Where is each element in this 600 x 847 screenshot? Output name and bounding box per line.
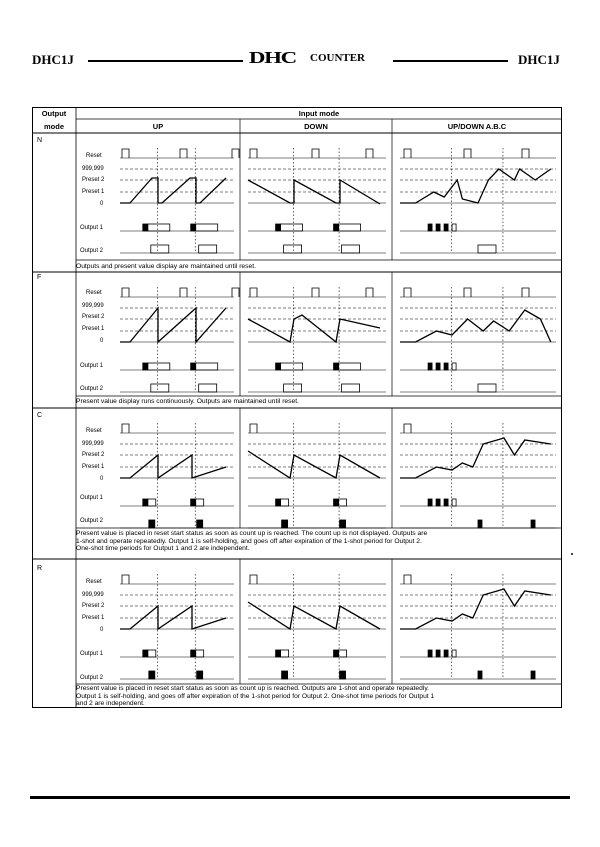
r-c2-out1-pulse-0 <box>428 650 432 657</box>
f-c0-out1-fill-0 <box>143 363 148 370</box>
r-c2-out1-pulse-1 <box>436 650 440 657</box>
c-label-max: 999,999 <box>82 441 104 447</box>
n-c0-out1-box-0 <box>148 224 170 231</box>
c-c2-out2-a <box>478 520 482 528</box>
mode-f-label: F <box>37 274 42 281</box>
n-c1-out1-fill-1 <box>334 224 339 231</box>
table-grid <box>32 107 562 708</box>
n-label-preset2: Preset 2 <box>82 177 105 183</box>
col-output-mode-line1: Output <box>41 109 67 118</box>
f-label-preset1: Preset 1 <box>82 326 105 332</box>
f-c0-waveform <box>120 308 226 342</box>
n-c1-reset-pulse-0 <box>250 149 257 158</box>
column-updown: UP/DOWN A.B.C <box>447 122 507 131</box>
n-c1-out1-fill-0 <box>276 224 281 231</box>
f-label-preset2: Preset 2 <box>82 314 105 320</box>
c-c0-out1-fill-0 <box>143 499 148 506</box>
c-c1-reset-pulse-0 <box>250 424 257 433</box>
c-label-output2: Output 2 <box>80 518 104 524</box>
n-c1-reset-pulse-2 <box>366 149 373 158</box>
n-c2-out1-pulse-1 <box>436 224 440 231</box>
c-c2-out1-pulse-1 <box>436 499 440 506</box>
r-note <box>76 685 591 708</box>
r-c1-reset-pulse-0 <box>250 575 257 584</box>
c-c0-out2-fill-0 <box>149 520 155 528</box>
f-label-zero: 0 <box>100 338 104 344</box>
f-c1-out2-box-1 <box>342 384 360 392</box>
n-c0-reset-pulse-0 <box>122 149 129 158</box>
f-c2-out1-pulse-1 <box>436 363 440 370</box>
c-c1-out1-box-0 <box>281 499 289 506</box>
f-c0-out1-box-0 <box>148 363 170 370</box>
n-label-output1: Output 1 <box>80 225 104 231</box>
r-label-preset1: Preset 1 <box>82 615 105 621</box>
f-c2-out2-box <box>478 384 496 392</box>
r-c0-out1-box-1 <box>196 650 204 657</box>
c-c1-out1-box-1 <box>339 499 347 506</box>
f-c1-out1-box-1 <box>339 363 361 370</box>
column-down: DOWN <box>304 122 328 131</box>
n-c0-out1-fill-0 <box>143 224 148 231</box>
c-c0-out2-fill-1 <box>197 520 203 528</box>
r-c0-out1-fill-1 <box>191 650 196 657</box>
c-c0-out1-fill-1 <box>191 499 196 506</box>
r-c0-waveform <box>120 606 226 629</box>
r-label-reset: Reset <box>86 579 102 585</box>
f-c1-reset-pulse-2 <box>366 288 373 297</box>
r-c2-out2-b <box>531 671 535 679</box>
c-c2-out2-b <box>531 520 535 528</box>
n-c1-out1-box-0 <box>281 224 303 231</box>
header-model-right: DHC1J <box>518 52 560 67</box>
r-c1-out1-box-1 <box>339 650 347 657</box>
f-c1-out1-fill-0 <box>276 363 281 370</box>
r-label-output2: Output 2 <box>80 675 104 681</box>
n-c0-out2-box-1 <box>199 245 217 253</box>
r-c2-out1-pulse-2 <box>444 650 448 657</box>
n-c2-out1-end <box>452 224 456 231</box>
column-up: UP <box>152 122 164 131</box>
f-label-output1: Output 1 <box>80 363 104 369</box>
f-c0-out2-box-1 <box>199 384 217 392</box>
output-mode-table <box>32 107 562 708</box>
r-c1-out1-box-0 <box>281 650 289 657</box>
c-c0-waveform <box>120 455 226 478</box>
f-label-output2: Output 2 <box>80 386 104 392</box>
f-c1-reset-pulse-0 <box>250 288 257 297</box>
r-c0-reset-pulse-0 <box>122 575 129 584</box>
f-c2-out1-end <box>452 363 456 370</box>
mode-r-label: R <box>37 565 43 572</box>
n-label-reset: Reset <box>86 153 102 159</box>
f-c1-out1-box-0 <box>281 363 303 370</box>
c-c1-out1-fill-1 <box>334 499 339 506</box>
c-label-preset1: Preset 1 <box>82 464 105 470</box>
f-c1-out1-fill-1 <box>334 363 339 370</box>
c-c0-reset-pulse-0 <box>122 424 129 433</box>
r-label-preset2: Preset 2 <box>82 603 105 609</box>
r-c1-out2-fill-0 <box>282 671 288 679</box>
c-c2-out1-pulse-0 <box>428 499 432 506</box>
f-c2-out1-pulse-2 <box>444 363 448 370</box>
n-c0-out1-box-1 <box>196 224 218 231</box>
c-c1-out2-fill-1 <box>340 520 346 528</box>
r-c1-out1-fill-0 <box>276 650 281 657</box>
n-c1-reset-pulse-1 <box>312 149 319 158</box>
c-label-reset: Reset <box>86 428 102 434</box>
c-c2-out1-end <box>452 499 456 506</box>
n-c2-out1-pulse-2 <box>444 224 448 231</box>
r-note-line3: and 2 are independent. <box>76 700 145 708</box>
n-c0-out1-fill-1 <box>191 224 196 231</box>
n-c0-waveform <box>120 178 226 203</box>
r-c0-out1-fill-0 <box>143 650 148 657</box>
f-note: Present value display runs continuously. Outputs are maintained until reset. <box>76 398 299 405</box>
header-section-title: COUNTER <box>310 52 366 64</box>
c-c0-out1-box-0 <box>148 499 156 506</box>
n-c2-waveform <box>400 169 551 203</box>
mode-n-label: N <box>37 137 43 144</box>
c-label-preset2: Preset 2 <box>82 452 105 458</box>
f-c0-out1-box-1 <box>196 363 218 370</box>
n-c1-out1-box-1 <box>339 224 361 231</box>
f-c2-waveform <box>400 310 551 342</box>
c-label-output1: Output 1 <box>80 495 104 501</box>
f-c2-out1-pulse-0 <box>428 363 432 370</box>
r-label-zero: 0 <box>100 627 104 633</box>
r-c2-out1-end <box>452 650 456 657</box>
n-c2-reset-pulse-2 <box>522 149 529 158</box>
n-c0-out2-box-0 <box>151 245 169 253</box>
footer-rule <box>30 796 570 799</box>
n-label-max: 999,999 <box>82 166 104 172</box>
f-c1-out2-box-0 <box>284 384 302 392</box>
r-c0-out2-fill-1 <box>197 671 203 679</box>
header-rule-left <box>88 60 243 62</box>
r-note-line1: Present value is placed in reset start status as soon as count up is reached. Outputs are 1-shot and operate repeatedly. <box>76 685 430 692</box>
f-c0-out2-box-0 <box>151 384 169 392</box>
n-c0-reset-pulse-2 <box>232 149 239 158</box>
r-label-max: 999,999 <box>82 592 104 598</box>
f-c0-out1-fill-1 <box>191 363 196 370</box>
n-c1-out2-box-0 <box>284 245 302 253</box>
page-header <box>0 50 600 72</box>
input-mode-heading: Input mode <box>298 109 340 118</box>
header-rule-right <box>393 60 508 62</box>
n-note: Outputs and present value display are maintained until reset. <box>76 263 256 270</box>
f-c0-reset-pulse-2 <box>232 288 239 297</box>
c-note-line3: One-shot time periods for Output 1 and 2 are independent. <box>76 545 250 553</box>
f-label-reset: Reset <box>86 290 102 296</box>
brand-logo: DHC <box>248 48 296 67</box>
r-c2-out2-a <box>478 671 482 679</box>
mode-c-label: C <box>37 412 43 419</box>
f-c2-reset-pulse-2 <box>522 288 529 297</box>
header-model-left: DHC1J <box>32 52 74 67</box>
f-c0-reset-pulse-0 <box>122 288 129 297</box>
n-c2-reset-pulse-0 <box>404 149 411 158</box>
r-c1-out2-fill-1 <box>340 671 346 679</box>
n-c0-reset-pulse-1 <box>180 149 187 158</box>
f-label-max: 999,999 <box>82 303 104 309</box>
c-c1-out2-fill-0 <box>282 520 288 528</box>
c-note-line1: Present value is placed in reset start status as soon as count up is reached. The count up is not displayed. Outputs are <box>76 530 428 537</box>
n-label-preset1: Preset 1 <box>82 189 105 195</box>
r-c0-out2-fill-0 <box>149 671 155 679</box>
n-label-output2: Output 2 <box>80 248 104 254</box>
n-c2-out2-box <box>478 245 496 253</box>
f-c0-reset-pulse-1 <box>180 288 187 297</box>
c-c0-out1-box-1 <box>196 499 204 506</box>
r-label-output1: Output 1 <box>80 651 104 657</box>
n-label-zero: 0 <box>100 201 104 207</box>
c-label-zero: 0 <box>100 476 104 482</box>
n-c2-out1-pulse-0 <box>428 224 432 231</box>
r-c2-reset-pulse-0 <box>404 575 411 584</box>
n-c2-reset-pulse-1 <box>464 149 471 158</box>
c-c1-out1-fill-0 <box>276 499 281 506</box>
c-c2-reset-pulse-0 <box>404 424 411 433</box>
f-c2-reset-pulse-0 <box>404 288 411 297</box>
f-c1-reset-pulse-1 <box>312 288 319 297</box>
col-output-mode-line2: mode <box>43 122 64 131</box>
c-note <box>76 530 591 553</box>
f-c2-reset-pulse-1 <box>464 288 471 297</box>
r-c1-out1-fill-1 <box>334 650 339 657</box>
c-c2-out1-pulse-2 <box>444 499 448 506</box>
r-c0-out1-box-0 <box>148 650 156 657</box>
c-note-line2: 1-shot and operate repeatedly. Output 1 is self-holding, and goes off after expiration of the 1-shot period for Output 2. <box>76 537 422 545</box>
r-note-line2: Output 1 is self-holding, and goes off after expiration of the 1-shot period for Output 2. One-shot time periods for Output 1 <box>76 692 435 700</box>
n-c1-out2-box-1 <box>342 245 360 253</box>
margin-mark <box>571 553 573 555</box>
